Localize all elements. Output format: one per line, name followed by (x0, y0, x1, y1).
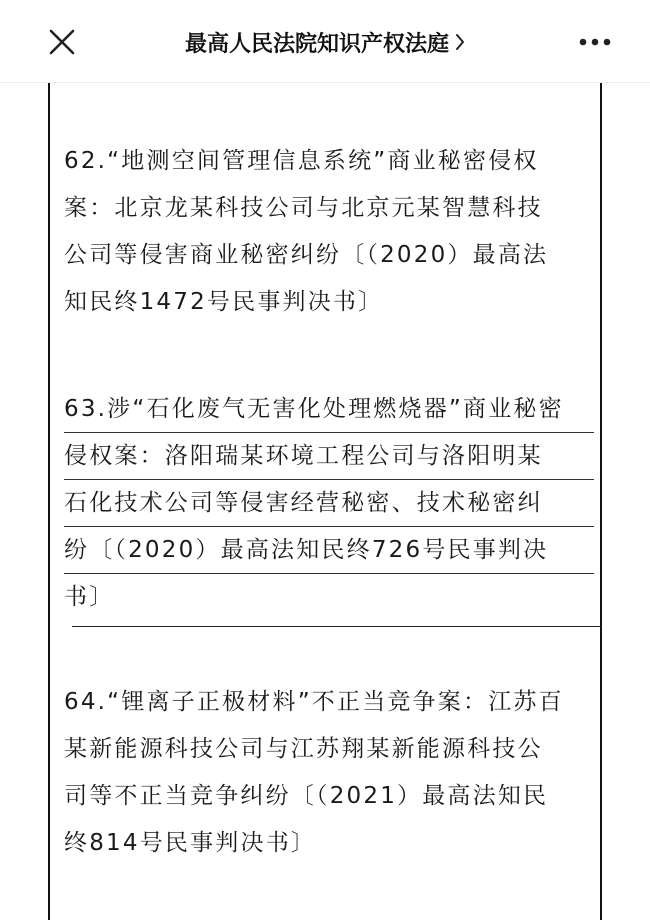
case-text-line: 书〕 (64, 584, 115, 610)
more-button[interactable] (570, 20, 620, 64)
case-text-line: 纷〔（2020）最高法知民终726号民事判决 (64, 527, 594, 574)
more-icon (578, 37, 612, 47)
case-text-line: 案：北京龙某科技公司与北京元某智慧科技 (64, 195, 543, 221)
case-item-62 (64, 138, 594, 326)
case-text-line: 侵权案：洛阳瑞某环境工程公司与洛阳明某 (64, 433, 594, 480)
case-text-line: 石化技术公司等侵害经营秘密、技术秘密纠 (64, 480, 594, 527)
case-item-63 (64, 386, 594, 621)
case-text-line: 62.“地测空间管理信息系统”商业秘密侵权 (64, 148, 539, 174)
case-item-64 (64, 679, 594, 867)
close-button[interactable] (40, 20, 84, 64)
case-text-line: 终814号民事判决书〕 (64, 830, 317, 856)
account-title-link[interactable] (150, 22, 500, 62)
case-text-line: 司等不正当竞争纠纷〔（2021）最高法知民 (64, 783, 549, 809)
top-navbar (0, 0, 650, 83)
case-text-line: 64.“锂离子正极材料”不正当竞争案：江苏百 (64, 689, 564, 715)
case-text-line: 63.涉“石化废气无害化处理燃烧器”商业秘密 (64, 386, 594, 433)
case-text-line: 某新能源科技公司与江苏翔某新能源科技公 (64, 736, 543, 762)
chevron-right-icon (455, 33, 465, 51)
article-body (0, 83, 650, 920)
page-title: 最高人民法院知识产权法庭 (184, 31, 449, 57)
case-text-line: 公司等侵害商业秘密纠纷〔（2020）最高法 (64, 242, 549, 268)
section-divider (72, 626, 602, 627)
left-border-line (48, 83, 50, 920)
right-border-line (600, 83, 602, 920)
close-icon (48, 28, 76, 56)
case-text-line: 知民终1472号民事判决书〕 (64, 289, 384, 315)
